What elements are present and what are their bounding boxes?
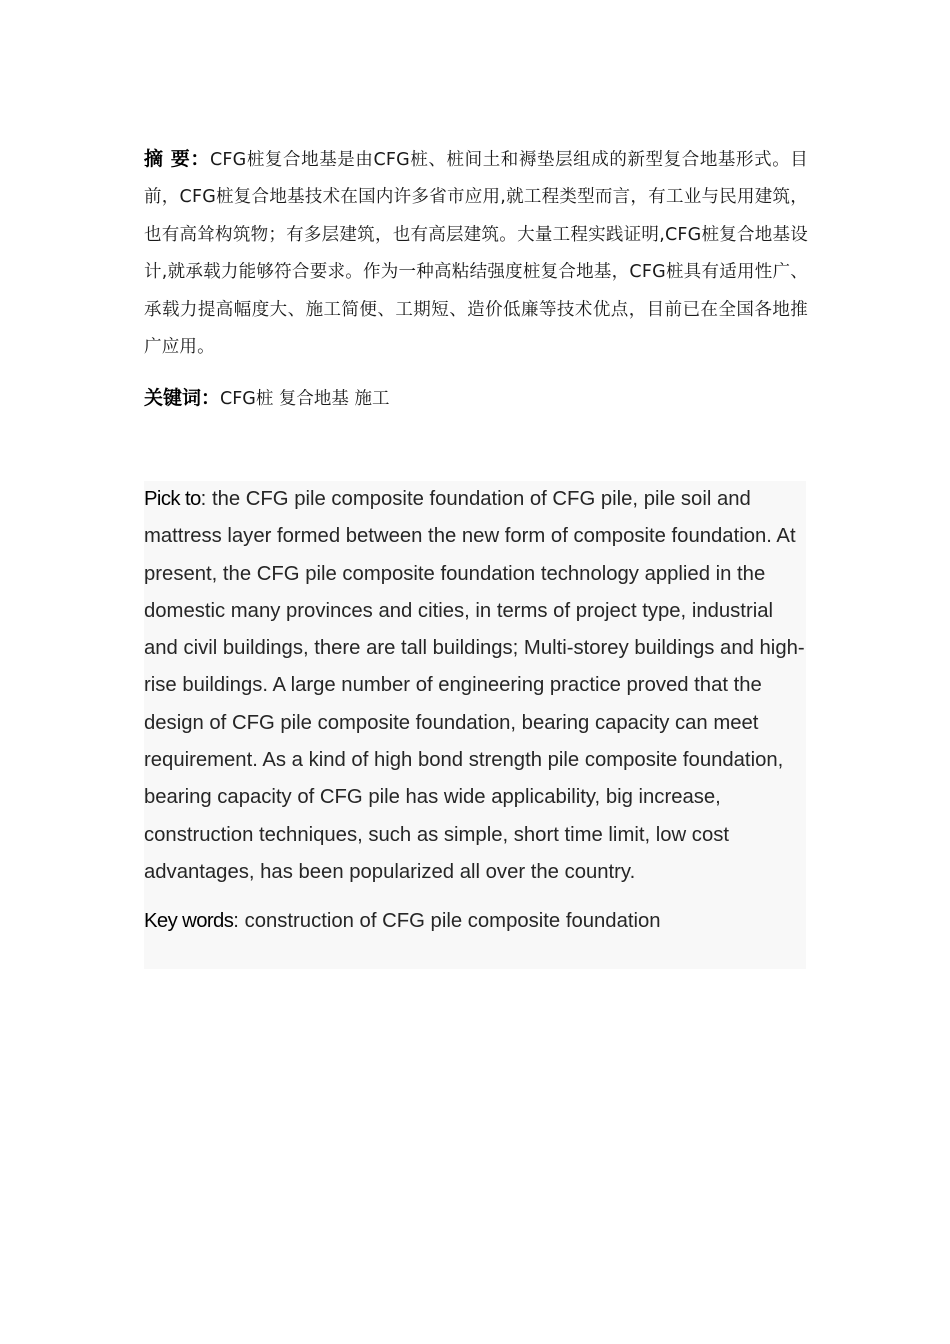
english-keywords-paragraph	[144, 903, 806, 940]
chinese-abstract-label: 摘 要：	[144, 148, 210, 170]
chinese-abstract-text: CFG桩复合地基是由CFG桩、桩间土和褥垫层组成的新型复合地基形式。目前，CFG桩复合地基技术在国内许多省市应用,就工程类型而言，有工业与民用建筑，也有高耸构筑物；有多层建筑，也有高层建筑。大量工程实践证明,CFG桩复合地基设计,就承载力能够符合要求。作为一种高粘结强度桩复合地基，CFG桩具有适用性广、承载力提高幅度大、施工简便、工期短、造价低廉等技术优点，目前已在全国各地推广应用。	[144, 150, 808, 358]
english-abstract-section	[144, 481, 806, 969]
chinese-abstract-paragraph	[144, 141, 808, 366]
english-keywords-label: Key words	[144, 910, 234, 933]
chinese-keywords-text: CFG桩 复合地基 施工	[220, 389, 390, 410]
chinese-keywords-paragraph	[144, 380, 808, 418]
chinese-abstract-section	[144, 141, 808, 418]
english-abstract-text: : the CFG pile composite foundation of CFG pile, pile soil and mattress layer formed between the new form of composite foundation. At present, the CFG pile composite foundation technology applied in the domestic many provinces and cities, in terms of project type, industrial and civil buildings, there are tall buildings; Multi-storey buildings and high-rise buildings. A large number of engineering practice proved that the design of CFG pile composite foundation, bearing capacity can meet requirement. As a kind of high bond strength pile composite foundation, bearing capacity of CFG pile has wide applicability, big increase, construction techniques, such as simple, short time limit, low cost advantages, has been popularized all over the country.	[144, 488, 805, 883]
english-abstract-label: Pick to	[144, 488, 201, 510]
chinese-keywords-label: 关键词：	[144, 387, 221, 410]
english-abstract-paragraph	[144, 481, 806, 891]
english-keywords-text: : construction of CFG pile composite foundation	[233, 910, 661, 933]
